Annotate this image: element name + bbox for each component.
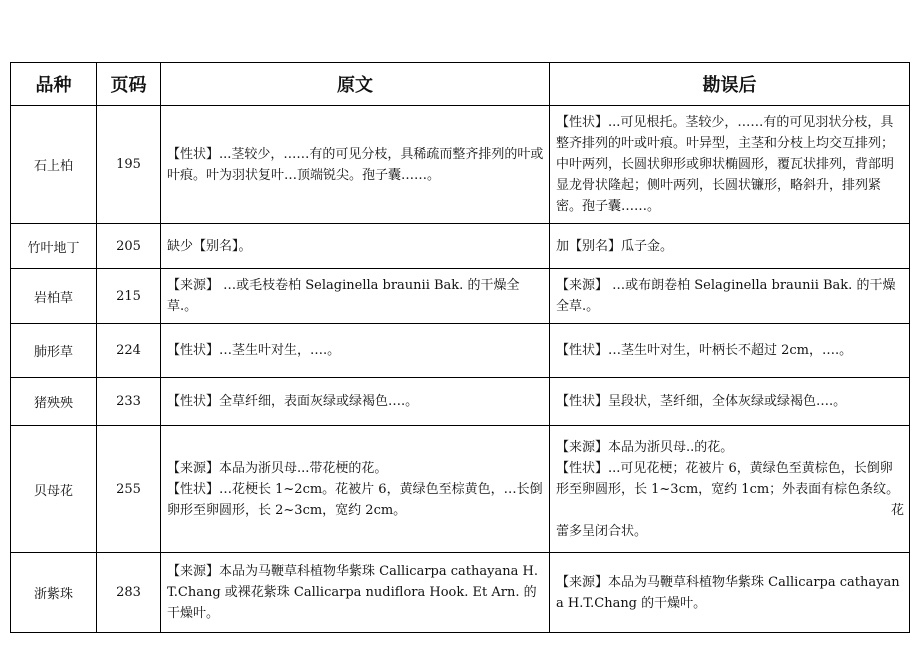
table-row (11, 324, 910, 378)
table-row (11, 224, 910, 269)
corrected-text-after: 蕾多呈闭合状。 (556, 523, 648, 539)
variety-cell: 竹叶地丁 (11, 224, 97, 269)
original-text: 【性状】全草纤细，表面灰绿或绿褐色….。 (167, 394, 419, 409)
corrected-text-properties: 【性状】...可见花梗；花被片 6，黄绿色至黄棕色，长倒卵形至卵圆形，长 1~3cm，宽约 1cm；外表面有棕色条纹。 (556, 460, 900, 497)
page-cell: 233 (97, 378, 161, 426)
corrected-text-cell (550, 224, 910, 269)
corrected-text-cell (550, 106, 910, 224)
corrected-text-cell (550, 324, 910, 378)
header-variety: 品种 (11, 63, 97, 106)
variety-cell: 石上柏 (11, 106, 97, 224)
original-text: 【来源】 …或毛枝卷柏 Selaginella braunii Bak. 的干燥全草.。 (167, 278, 520, 314)
errata-table (10, 62, 910, 633)
header-original: 原文 (161, 63, 550, 106)
original-text: 【性状】...茎较少，……有的可见分枝，具稀疏而整齐排列的叶或叶痕。叶为羽状复叶…顶端锐尖。孢子囊……。 (167, 146, 544, 183)
original-text-cell (161, 426, 550, 553)
original-text: 【来源】本品为马鞭草科植物华紫珠 Callicarpa cathayana H.T.Chang 或裸花紫珠 Callicarpa nudiflora Hook. Et Arn. 的干燥叶。 (167, 564, 538, 621)
original-text-properties: 【性状】…花梗长 1~2cm。花被片 6，黄绿色至棕黄色，…长倒卵形至卵圆形，长 2~3cm，宽约 2cm。 (167, 481, 543, 518)
corrected-text-cell (550, 426, 910, 553)
page-cell: 215 (97, 269, 161, 324)
corrected-text: 【性状】…茎生叶对生，叶柄长不超过 2cm，….。 (556, 343, 853, 358)
corrected-text-tail: 花 (890, 502, 904, 518)
original-text-cell (161, 378, 550, 426)
header-page: 页码 (97, 63, 161, 106)
table-row (11, 553, 910, 633)
variety-cell: 浙紫珠 (11, 553, 97, 633)
header-corrected: 勘误后 (550, 63, 910, 106)
corrected-text-cell (550, 553, 910, 633)
corrected-text: 【来源】 …或布朗卷柏 Selaginella braunii Bak. 的干燥全草.。 (556, 278, 896, 314)
variety-cell: 岩柏草 (11, 269, 97, 324)
variety-cell: 肺形草 (11, 324, 97, 378)
page-cell: 224 (97, 324, 161, 378)
page-cell: 195 (97, 106, 161, 224)
original-text: 缺少【别名】。 (167, 238, 252, 254)
page-cell: 283 (97, 553, 161, 633)
variety-cell: 猪殃殃 (11, 378, 97, 426)
corrected-text-cell (550, 378, 910, 426)
table-row (11, 269, 910, 324)
corrected-text-cell (550, 269, 910, 324)
original-text: 【性状】…茎生叶对生，….。 (167, 343, 341, 358)
table-row (11, 426, 910, 553)
corrected-text: 【性状】...可见根托。茎较少，……有的可见羽状分枝，具整齐排列的叶或叶痕。叶异型，主茎和分枝上均交互排列；中叶两列，长圆状卵形或卵状椭圆形，覆瓦状排列，背部明显龙骨状隆起；侧叶两列，长圆状镰形，略斜升，排列紧密。孢子囊……。 (556, 115, 895, 214)
original-text-cell (161, 553, 550, 633)
table-row (11, 378, 910, 426)
header-row (11, 63, 910, 106)
original-text-cell (161, 269, 550, 324)
original-text-cell (161, 106, 550, 224)
table-row (11, 106, 910, 224)
page-cell: 255 (97, 426, 161, 553)
corrected-text: 【性状】呈段状，茎纤细，全体灰绿或绿褐色….。 (556, 394, 847, 409)
page-cell: 205 (97, 224, 161, 269)
corrected-text: 【来源】本品为马鞭草科植物华紫珠 Callicarpa cathayana H.T.Chang 的干燥叶。 (556, 574, 900, 611)
original-text-cell (161, 324, 550, 378)
corrected-text: 加【别名】瓜子金。 (556, 238, 674, 254)
original-text-source: 【来源】本品为浙贝母...带花梗的花。 (167, 460, 388, 476)
variety-cell: 贝母花 (11, 426, 97, 553)
corrected-text-source: 【来源】本品为浙贝母..的花。 (556, 439, 734, 455)
original-text-cell (161, 224, 550, 269)
